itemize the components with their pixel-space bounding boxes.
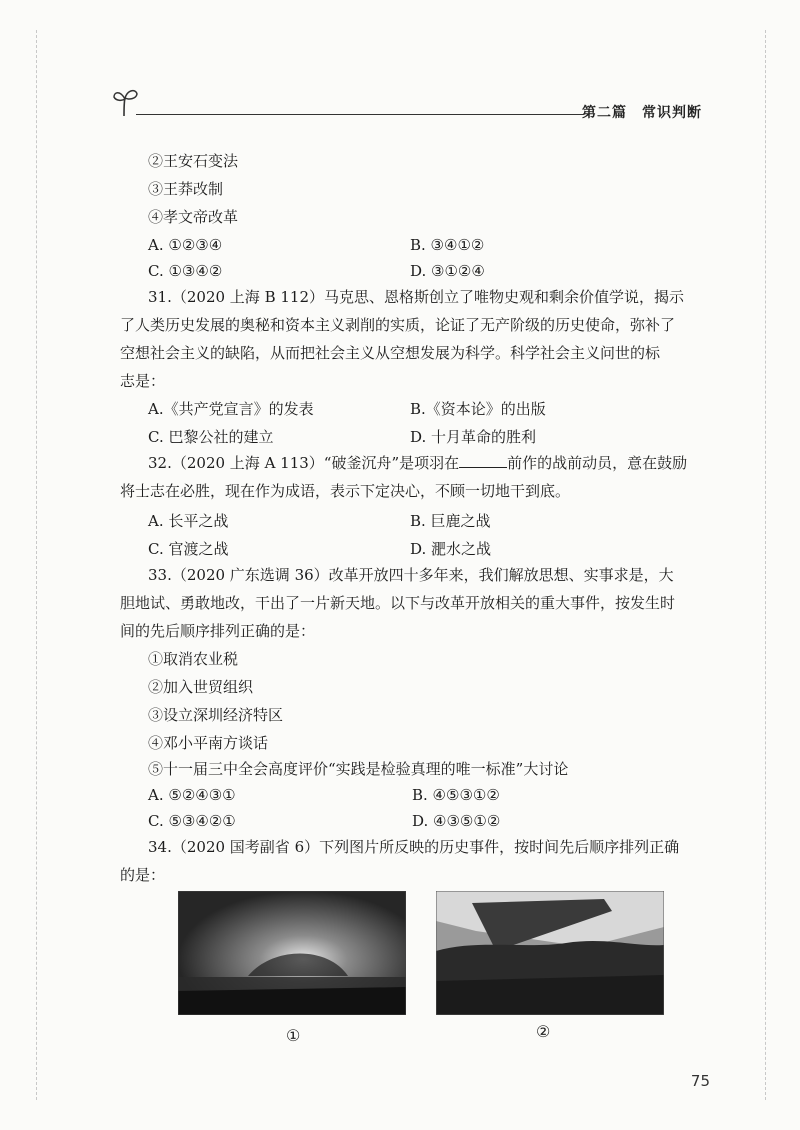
option-a: A.《共产党宣言》的发表 [148,400,314,418]
historical-photo-1 [178,891,406,1015]
option-c: C. ⑤③④②① [148,812,236,830]
header-rule [136,114,584,115]
question-32-line [148,452,687,474]
option-b: B. ③④①② [410,236,485,254]
list-item: ④孝文帝改革 [148,208,239,226]
question-34-line: 的是： [120,866,166,884]
right-margin-guide [765,30,766,1100]
question-31-line: 31.（2020 上海 B 112）马克思、恩格斯创立了唯物史观和剩余价值学说，揭示 [148,288,684,306]
left-margin-guide [36,30,37,1100]
photo-1-caption: ① [286,1026,301,1045]
list-item: ⑤十一届三中全会高度评价“实践是检验真理的唯一标准”大讨论 [148,760,569,778]
option-b: B. ④⑤③①② [412,786,500,804]
list-item: ②王安石变法 [148,152,239,170]
question-33-line: 间的先后顺序排列正确的是： [120,622,316,640]
question-31-line: 空想社会主义的缺陷，从而把社会主义从空想发展为科学。科学社会主义问世的标 [120,344,661,362]
option-b: B. 巨鹿之战 [410,512,491,530]
option-c: C. ①③④② [148,262,223,280]
question-32-text: 32.（2020 上海 A 113）“破釜沉舟”是项羽在 [148,454,460,472]
option-d: D. ④③⑤①② [412,812,501,830]
option-d: D. 淝水之战 [410,540,492,558]
option-b: B.《资本论》的出版 [410,400,546,418]
answer-blank [459,453,507,468]
question-32-text: 前作的战前动员，意在鼓励 [507,454,688,472]
question-32-line: 将士志在必胜，现在作为成语，表示下定决心，不顾一切地干到底。 [120,482,571,500]
list-item: ③王莽改制 [148,180,224,198]
question-33-line: 33.（2020 广东选调 36）改革开放四十多年来，我们解放思想、实事求是，大 [148,566,674,584]
list-item: ④邓小平南方谈话 [148,734,269,752]
question-34-line: 34.（2020 国考副省 6）下列图片所反映的历史事件，按时间先后顺序排列正确 [148,838,680,856]
option-a: A. 长平之战 [148,512,229,530]
section-title: 第二篇 常识判断 [582,105,702,121]
option-c: C. 官渡之战 [148,540,229,558]
list-item: ③设立深圳经济特区 [148,706,284,724]
option-a: A. ①②③④ [148,236,223,254]
page-number: 75 [690,1072,710,1090]
list-item: ①取消农业税 [148,650,239,668]
list-item: ②加入世贸组织 [148,678,254,696]
historical-photo-2 [436,891,664,1015]
option-a: A. ⑤②④③① [148,786,236,804]
question-31-line: 志是： [120,372,166,390]
page-header [112,86,702,122]
option-d: D. ③①②④ [410,262,485,280]
photo-2-caption: ② [536,1022,551,1041]
question-31-line: 了人类历史发展的奥秘和资本主义剥削的实质，论证了无产阶级的历史使命，弥补了 [120,316,676,334]
option-c: C. 巴黎公社的建立 [148,428,274,446]
option-d: D. 十月革命的胜利 [410,428,537,446]
question-33-line: 胆地试、勇敢地改，干出了一片新天地。以下与改革开放相关的重大事件，按发生时 [120,594,676,612]
